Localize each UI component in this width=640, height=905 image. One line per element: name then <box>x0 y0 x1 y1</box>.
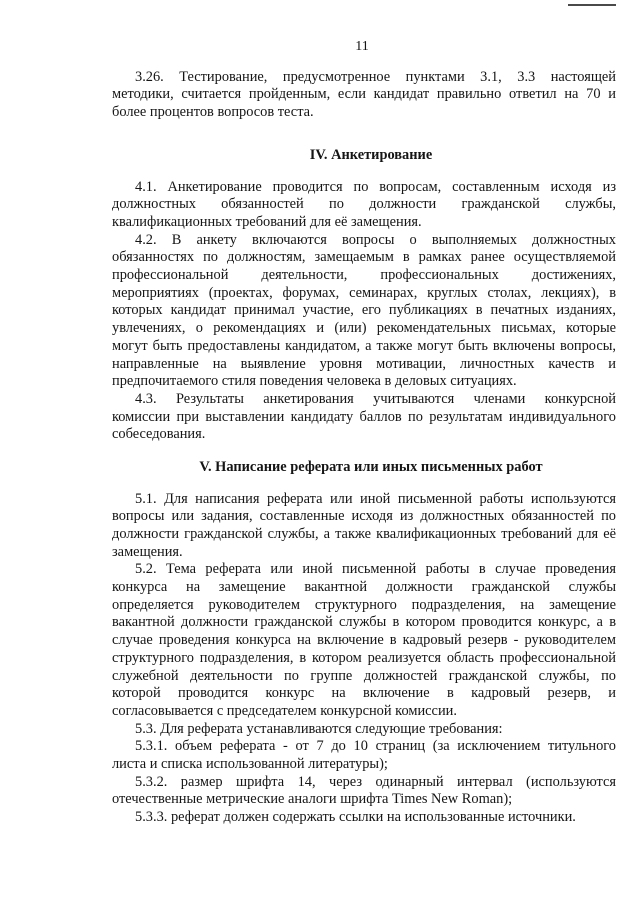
clause-line: 4.3. Результаты анкетирования учитываются членами конкурсной <box>135 390 616 407</box>
clause-4-1 <box>112 179 616 232</box>
clause-line: вопросы или задания, составленные исходя из должностных обязанностей по <box>112 508 616 525</box>
clause-line: собеседования. <box>112 426 206 443</box>
clause-line: которых кандидат принимал участие, его публикациях в печатных изданиях, <box>112 302 616 319</box>
clause-3-26 <box>112 69 616 122</box>
clause-5-2 <box>112 561 616 720</box>
clause-line: 4.2. В анкету включаются вопросы о выполняемых должностных <box>135 231 616 248</box>
clause-line: структурного подразделения, в котором реализуется область профессиональной <box>112 649 616 666</box>
section-v-body <box>112 491 616 827</box>
clause-line: обязанностях по должностям, замещаемым в рамках ранее осуществляемой <box>112 249 616 266</box>
page-number: 11 <box>355 39 369 54</box>
clause-line: профессиональной деятельности, профессиональных достижениях, <box>112 267 616 284</box>
clause-line: 5.3.3. реферат должен содержать ссылки на использованные источники. <box>135 809 576 826</box>
clause-line: квалификационных требований для её замещения. <box>112 213 422 230</box>
clause-4-3 <box>112 391 616 444</box>
clause-line: должностных обязанностей по должности гражданской службы, <box>112 196 616 213</box>
clause-line: могут быть предоставлены кандидатом, а также могут быть включены вопросы, <box>112 337 616 354</box>
clause-line: 3.26. Тестирование, предусмотренное пунктами 3.1, 3.3 настоящей <box>135 68 616 85</box>
clause-line: конкурса на замещение вакантной должности гражданской службы <box>112 579 616 596</box>
clause-line: вакантной должности гражданской службы в котором проводится конкурс, а в <box>112 614 616 631</box>
clause-line: увлечениях, о рекомендациях и (или) рекомендательных письмах, которые <box>112 320 616 337</box>
clause-line: направленные на выявление уровня мотивации, личностных качеств и <box>112 355 616 372</box>
clause-line: 5.3.1. объем реферата - от 7 до 10 страниц (за исключением титульного <box>135 738 616 755</box>
clause-line: отечественные метрические аналоги шрифта Times New Roman); <box>112 791 513 808</box>
section-v-heading: V. Написание реферата или иных письменных работ <box>199 458 543 475</box>
clause-line: 5.2. Тема реферата или иной письменной работы в случае проведения <box>135 561 616 578</box>
clause-5-1 <box>112 491 616 562</box>
clause-line: служебной деятельности по группе должностей гражданской службы, по <box>112 667 616 684</box>
section-iv-heading: IV. Анкетирование <box>309 146 433 163</box>
clause-5-3-3 <box>112 809 616 827</box>
clause-line: определяется руководителем структурного подразделения, на замещение <box>112 596 616 613</box>
clause-5-3 <box>112 721 616 739</box>
clause-line: согласовывается с председателем конкурсной комиссии. <box>112 702 457 719</box>
clause-line: 5.3. Для реферата устанавливаются следующие требования: <box>135 720 503 737</box>
clause-line: 5.3.2. размер шрифта 14, через одинарный интервал (используются <box>135 773 616 790</box>
clause-line: замещения. <box>112 543 183 560</box>
clause-line: листа и списка использованной литературы); <box>112 756 388 773</box>
clause-5-3-1 <box>112 738 616 773</box>
clause-line: комиссии при выставлении кандидату баллов по результатам индивидуального <box>112 408 616 425</box>
clause-line: мероприятиях (проектах, форумах, семинарах, круглых столах, лекциях), в <box>112 284 616 301</box>
clause-4-2 <box>112 232 616 391</box>
clause-line: предпочитаемого стиля поведения человека в деловых ситуациях. <box>112 373 517 390</box>
clause-line: более процентов вопросов теста. <box>112 103 314 120</box>
clause-5-3-2 <box>112 774 616 809</box>
scan-edge-mark <box>568 4 616 6</box>
clause-line: 5.1. Для написания реферата или иной письменной работы используются <box>135 490 616 507</box>
clause-line: 4.1. Анкетирование проводится по вопросам, составленным исходя из <box>135 178 616 195</box>
clause-line: которой проводится конкурс на включение в кадровый резерв, и <box>112 685 616 702</box>
clause-line: методики, считается пройденным, если кандидат правильно ответил на 70 и <box>112 86 616 103</box>
section-iv-body <box>112 179 616 445</box>
clause-line: должности гражданской службы, а также квалификационных требований для её <box>112 525 616 542</box>
clause-line: случае проведения конкурса на включение в кадровый резерв - руководителем <box>112 632 616 649</box>
